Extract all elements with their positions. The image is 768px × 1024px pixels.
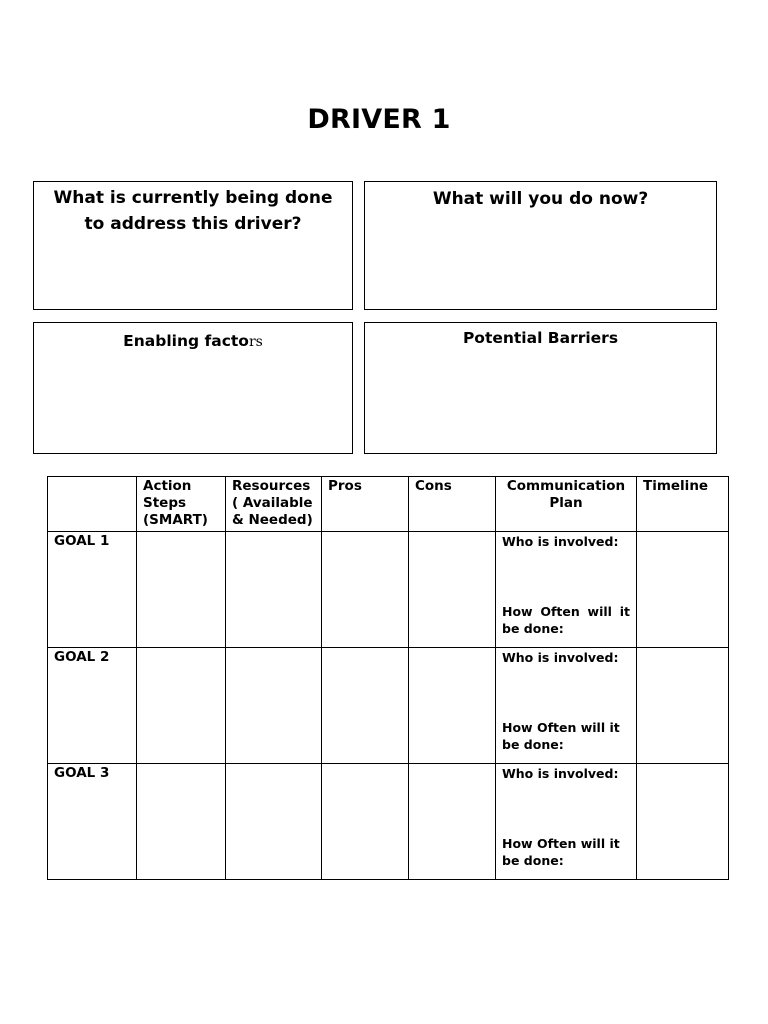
resources-cell[interactable]	[226, 764, 322, 880]
how-often-label: How Often will it be done:	[502, 720, 620, 752]
timeline-cell[interactable]	[637, 764, 729, 880]
communication-plan-cell[interactable]	[496, 764, 637, 880]
pros-cell[interactable]	[322, 648, 409, 764]
who-involved-label: Who is involved:	[502, 650, 619, 665]
table-header-row	[48, 477, 729, 532]
cons-cell[interactable]	[409, 648, 496, 764]
header-timeline: Timeline	[637, 477, 729, 532]
goal-label: GOAL 1	[48, 532, 137, 648]
potential-barriers-label: Potential Barriers	[462, 329, 619, 347]
current-actions-box[interactable]	[33, 181, 353, 310]
timeline-cell[interactable]	[637, 532, 729, 648]
communication-plan-cell[interactable]	[496, 648, 637, 764]
resources-cell[interactable]	[226, 648, 322, 764]
potential-barriers-box[interactable]	[364, 322, 717, 454]
header-blank	[48, 477, 137, 532]
next-actions-box[interactable]	[364, 181, 717, 310]
table-row	[48, 764, 729, 880]
pros-cell[interactable]	[322, 764, 409, 880]
pros-cell[interactable]	[322, 532, 409, 648]
timeline-cell[interactable]	[637, 648, 729, 764]
goal-plan-table	[47, 476, 729, 880]
header-pros: Pros	[322, 477, 409, 532]
current-actions-label-line1: What is currently being done	[53, 188, 333, 208]
table-row	[48, 532, 729, 648]
table-row	[48, 648, 729, 764]
communication-plan-cell[interactable]	[496, 532, 637, 648]
action-steps-cell[interactable]	[137, 648, 226, 764]
enabling-factors-box[interactable]	[33, 322, 353, 454]
cons-cell[interactable]	[409, 764, 496, 880]
page-title: DRIVER 1	[307, 104, 451, 135]
next-actions-label: What will you do now?	[432, 189, 649, 209]
cons-cell[interactable]	[409, 532, 496, 648]
goal-label: GOAL 3	[48, 764, 137, 880]
who-involved-label: Who is involved:	[502, 766, 619, 781]
enabling-factors-label: Enabling factors	[123, 332, 263, 350]
header-communication-plan: Communication Plan	[496, 477, 637, 532]
how-often-label: How Often will it be done:	[502, 836, 620, 868]
header-resources: Resources ( Available & Needed)	[226, 477, 322, 532]
header-cons: Cons	[409, 477, 496, 532]
resources-cell[interactable]	[226, 532, 322, 648]
who-involved-label: Who is involved:	[502, 534, 619, 549]
action-steps-cell[interactable]	[137, 532, 226, 648]
header-action-steps: Action Steps (SMART)	[137, 477, 226, 532]
action-steps-cell[interactable]	[137, 764, 226, 880]
goal-label: GOAL 2	[48, 648, 137, 764]
how-often-label: How Often will it be done:	[502, 604, 630, 636]
current-actions-label-line2: to address this driver?	[84, 214, 302, 234]
